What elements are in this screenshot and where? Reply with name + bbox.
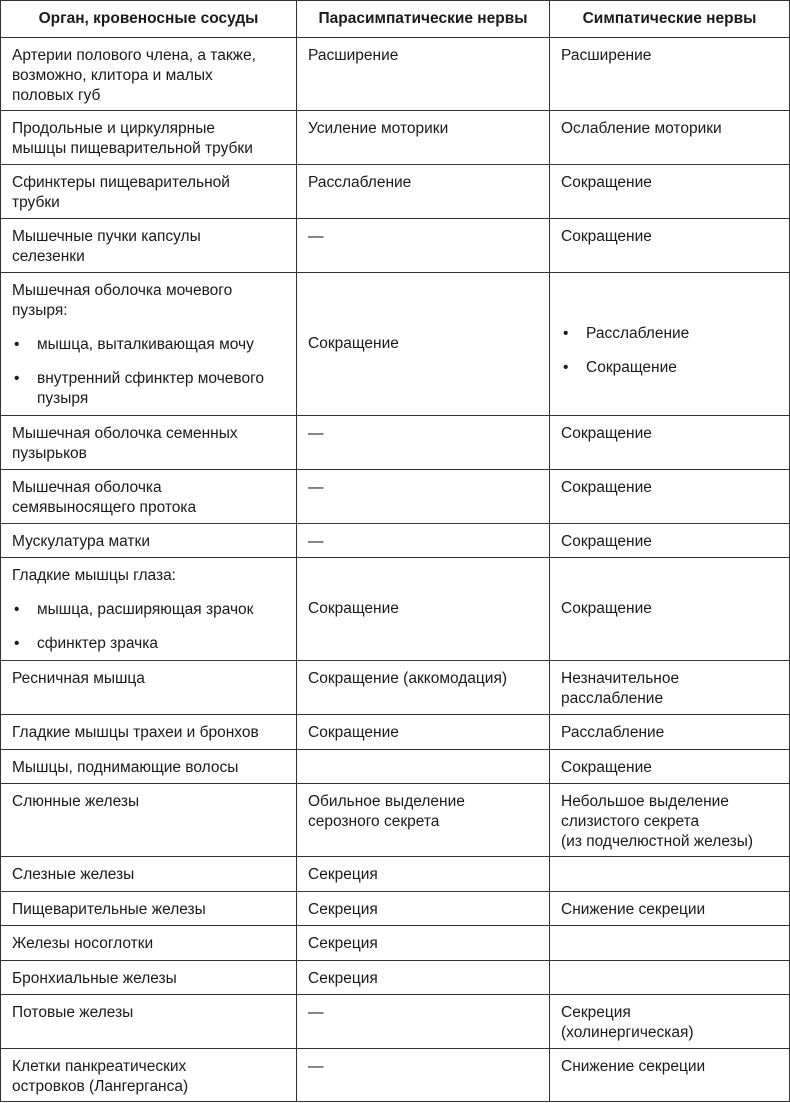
parasympathetic-cell bbox=[297, 1049, 550, 1102]
parasympathetic-cell bbox=[297, 416, 550, 470]
dash-none: — bbox=[308, 1004, 324, 1021]
organ-bullet-list bbox=[12, 600, 286, 654]
parasympathetic-cell bbox=[297, 524, 550, 558]
sympathetic-cell: Незначительное расслабление bbox=[550, 661, 790, 715]
parasympathetic-cell: Усиление моторики bbox=[297, 111, 550, 165]
table-row bbox=[1, 857, 790, 892]
table-row bbox=[1, 165, 790, 219]
organ-cell: Мышечные пучки капсулы селезенки bbox=[1, 219, 297, 273]
dash-none: — bbox=[308, 533, 324, 550]
bullet-icon: • bbox=[14, 370, 20, 387]
sympathetic-cell bbox=[550, 961, 790, 995]
table-row bbox=[1, 38, 790, 111]
table-row bbox=[1, 784, 790, 857]
sympathetic-cell: Сокращение bbox=[550, 750, 790, 784]
organ-cell: Потовые железы bbox=[1, 995, 297, 1049]
sympathetic-cell: Расширение bbox=[550, 38, 790, 111]
bullet-icon: • bbox=[14, 336, 20, 353]
parasympathetic-cell: Секреция bbox=[297, 857, 550, 892]
organ-cell: Слезные железы bbox=[1, 857, 297, 892]
table-row bbox=[1, 558, 790, 661]
organ-cell: Мышцы, поднимающие волосы bbox=[1, 750, 297, 784]
parasympathetic-cell: Секреция bbox=[297, 892, 550, 926]
organ-cell: Бронхиальные железы bbox=[1, 961, 297, 995]
parasympathetic-cell: Секреция bbox=[297, 926, 550, 961]
sympathetic-cell bbox=[550, 857, 790, 892]
sympathetic-cell bbox=[550, 926, 790, 961]
table-row bbox=[1, 273, 790, 416]
dash-none: — bbox=[308, 425, 324, 442]
table-row bbox=[1, 961, 790, 995]
sympathetic-cell: Сокращение bbox=[550, 165, 790, 219]
parasympathetic-cell: Расслабление bbox=[297, 165, 550, 219]
organ-cell: Железы носоглотки bbox=[1, 926, 297, 961]
table-row bbox=[1, 661, 790, 715]
parasympathetic-cell bbox=[297, 219, 550, 273]
bullet-icon: • bbox=[14, 635, 20, 652]
header-organ: Орган, кровеносные сосуды bbox=[1, 1, 297, 38]
sympathetic-bullet-list bbox=[561, 324, 779, 378]
table-row bbox=[1, 219, 790, 273]
bullet-icon: • bbox=[563, 359, 569, 376]
organ-cell: Мускулатура матки bbox=[1, 524, 297, 558]
sympathetic-cell: Сокращение bbox=[550, 558, 790, 661]
parasympathetic-cell: Сокращение bbox=[297, 273, 550, 416]
organ-cell: Мышечная оболочка семенных пузырьков bbox=[1, 416, 297, 470]
header-row bbox=[1, 1, 790, 38]
organ-cell: Сфинктеры пищеварительной трубки bbox=[1, 165, 297, 219]
sympathetic-cell: Небольшое выделение слизистого секрета (из подчелюстной железы) bbox=[550, 784, 790, 857]
table-row bbox=[1, 1049, 790, 1102]
organ-cell: Слюнные железы bbox=[1, 784, 297, 857]
organ-cell: Гладкие мышцы глаза: • мышца, расширяющая зрачок • сфинктер зрачка bbox=[1, 558, 297, 661]
bullet-icon: • bbox=[14, 601, 20, 618]
table-row bbox=[1, 524, 790, 558]
dash-none: — bbox=[308, 228, 324, 245]
parasympathetic-cell: Расширение bbox=[297, 38, 550, 111]
table-row bbox=[1, 470, 790, 524]
parasympathetic-cell: Секреция bbox=[297, 961, 550, 995]
organ-bullet-list bbox=[12, 335, 286, 409]
sympathetic-cell: Снижение секреции bbox=[550, 892, 790, 926]
dash-none: — bbox=[308, 1058, 324, 1075]
bullet-item: • мышца, выталкивающая мочу bbox=[14, 336, 254, 353]
header-parasympathetic: Парасимпатические нервы bbox=[297, 1, 550, 38]
table-row bbox=[1, 750, 790, 784]
sympathetic-cell bbox=[550, 273, 790, 416]
table-row bbox=[1, 111, 790, 165]
bullet-item: • Сокращение bbox=[563, 359, 677, 376]
sympathetic-cell: Снижение секреции bbox=[550, 1049, 790, 1102]
sympathetic-cell: Ослабление моторики bbox=[550, 111, 790, 165]
table-row bbox=[1, 416, 790, 470]
organ-cell: Мышечная оболочка семявыносящего протока bbox=[1, 470, 297, 524]
sympathetic-cell: Сокращение bbox=[550, 219, 790, 273]
table-row bbox=[1, 715, 790, 750]
parasympathetic-cell bbox=[297, 470, 550, 524]
bullet-item: • мышца, расширяющая зрачок bbox=[14, 601, 254, 618]
parasympathetic-cell bbox=[297, 995, 550, 1049]
parasympathetic-cell: Обильное выделение серозного секрета bbox=[297, 784, 550, 857]
organ-cell: Артерии полового члена, а также, возможно, клитора и малых половых губ bbox=[1, 38, 297, 111]
header-sympathetic: Симпатические нервы bbox=[550, 1, 790, 38]
sympathetic-cell: Сокращение bbox=[550, 416, 790, 470]
bullet-item: • внутренний сфинктер мочевого пузыря bbox=[14, 370, 265, 407]
organ-cell: Клетки панкреатических островков (Лангерганса) bbox=[1, 1049, 297, 1102]
sympathetic-cell: Секреция (холинергическая) bbox=[550, 995, 790, 1049]
table-row bbox=[1, 892, 790, 926]
organ-cell: Гладкие мышцы трахеи и бронхов bbox=[1, 715, 297, 750]
organ-cell: Ресничная мышца bbox=[1, 661, 297, 715]
parasympathetic-cell: Сокращение bbox=[297, 558, 550, 661]
organ-cell: Пищеварительные железы bbox=[1, 892, 297, 926]
organ-cell: Продольные и циркулярные мышцы пищеварительной трубки bbox=[1, 111, 297, 165]
bullet-item: • Расслабление bbox=[563, 325, 690, 342]
dash-none: — bbox=[308, 479, 324, 496]
table-row bbox=[1, 995, 790, 1049]
sympathetic-cell: Сокращение bbox=[550, 470, 790, 524]
bullet-item: • сфинктер зрачка bbox=[14, 635, 158, 652]
organ-cell: Мышечная оболочка мочевого пузыря: • мышца, выталкивающая мочу • внутренний сфинктер мочевого пузыря bbox=[1, 273, 297, 416]
sympathetic-cell: Сокращение bbox=[550, 524, 790, 558]
bullet-icon: • bbox=[563, 325, 569, 342]
sympathetic-cell: Расслабление bbox=[550, 715, 790, 750]
parasympathetic-cell: Сокращение (аккомодация) bbox=[297, 661, 550, 715]
parasympathetic-cell: Сокращение bbox=[297, 715, 550, 750]
parasympathetic-cell bbox=[297, 750, 550, 784]
table-row bbox=[1, 926, 790, 961]
